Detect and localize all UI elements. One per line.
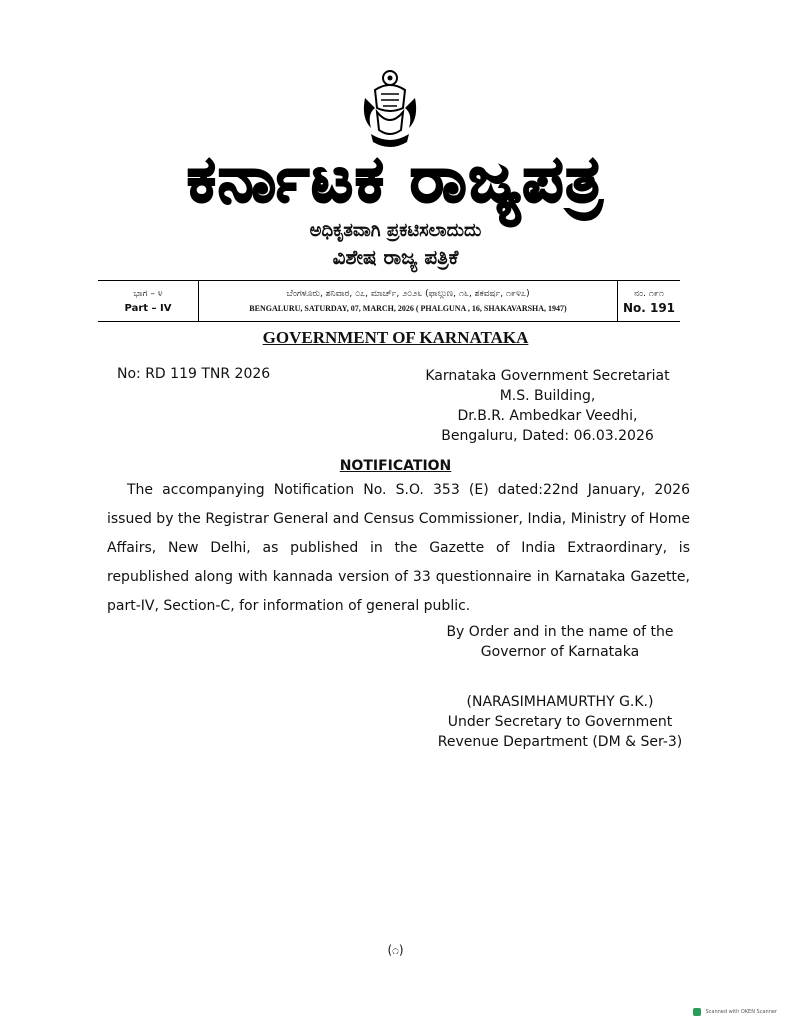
page-number: (೧) — [387, 943, 404, 957]
notification-body — [107, 476, 690, 621]
signatory-name: (NARASIMHAMURTHY G.K.) — [466, 694, 654, 710]
issue-number-cell — [618, 281, 680, 321]
gazette-masthead-title: ಕರ್ನಾಟಕ ರಾಜ್ಯಪತ್ರ — [187, 143, 604, 217]
masthead-subtitle-official: ಅಧಿಕೃತವಾಗಿ ಪ್ರಕಟಿಸಲಾದುದು — [309, 220, 482, 241]
signatory-designation: Under Secretary to Government — [447, 714, 673, 730]
date-cell — [199, 281, 618, 321]
date-line: BENGALURU, SATURDAY, 07, MARCH, 2026 ( PHALGUNA , 16, SHAKAVARSHA, 1947) — [249, 303, 567, 313]
date-line-kannada: ಬೆಂಗಳೂರು, ಶನಿವಾರ, ೦೭, ಮಾರ್ಚ್, ೨೦೨೬ (ಫಾಲ್ಗುಣ, ೧೬, ಶಕವರ್ಷ, ೧೯೪೭) — [286, 288, 530, 299]
office-address — [420, 366, 675, 446]
signoff-line: Governor of Karnataka — [480, 644, 640, 660]
address-line: M.S. Building, — [499, 388, 596, 404]
masthead-subtitle-special: ವಿಶೇಷ ರಾಜ್ಯ ಪತ್ರಿಕೆ — [332, 245, 459, 269]
issue-number-kannada: ನಂ. ೧೯೧ — [634, 288, 664, 299]
signatory-block — [415, 692, 705, 752]
signoff-line: By Order and in the name of the — [446, 624, 674, 640]
government-title: GOVERNMENT OF KARNATAKA — [262, 328, 529, 347]
signatory-department: Revenue Department (DM & Ser-3) — [437, 734, 683, 750]
part-label-kannada: ಭಾಗ – ೪ — [133, 288, 163, 299]
notification-heading: NOTIFICATION — [339, 458, 452, 474]
scanner-logo-icon — [693, 1008, 701, 1016]
notification-body-text: The accompanying Notification No. S.O. 353 (E) dated:22nd January, 2026 issued by the Registrar General and Census Commissioner, India, Ministry of Home Affairs, New Delhi, as published in the Gazette of India Extraordinary, is republished along with kannada version of 33 questionnaire in Karnataka Gazette, part-IV, Section-C, for information of general public. — [107, 482, 690, 614]
address-line: Dr.B.R. Ambedkar Veedhi, — [457, 408, 638, 424]
issue-number: No. 191 — [622, 300, 676, 315]
reference-number: No: RD 119 TNR 2026 — [117, 366, 271, 382]
address-line: Bengaluru, Dated: 06.03.2026 — [441, 428, 654, 444]
part-cell — [98, 281, 199, 321]
issue-info-bar — [98, 280, 680, 322]
address-line: Karnataka Government Secretariat — [425, 368, 670, 384]
scanner-watermark — [693, 1008, 777, 1016]
scanner-watermark-text: Scanned with OKEN Scanner — [705, 1009, 777, 1015]
part-label: Part – IV — [124, 302, 172, 314]
signoff-block — [430, 622, 690, 662]
